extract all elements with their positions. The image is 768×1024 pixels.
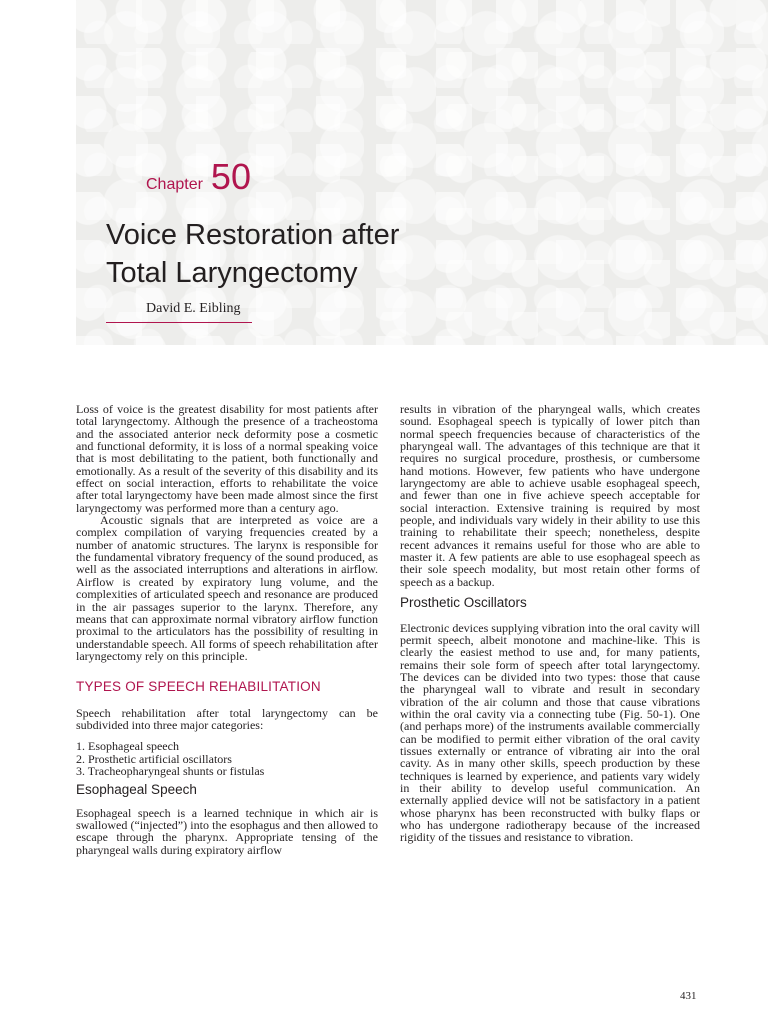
types-paragraph: Speech rehabilitation after total laryngectomy can be subdivided into three major categories: <box>76 705 378 732</box>
intro-paragraph-2: Acoustic signals that are interpreted as voice are a complex compilation of varying frequencies created by a number of anatomic structures. The larynx is responsible for the fundamental vibratory frequency of the sound produced, as well as the associated interruptions and alterations in airflow. Airflow is created by expiratory lung volume, and the complexities of articulated speech and resonance are produced in the air passages superior to the larynx. Therefore, any means that can approximate normal vibratory airflow function proximal to the articulators has the possibility of resulting in understandable speech. All forms of speech rehabilitation after laryngectomy rely on this principle. <box>76 513 378 663</box>
chapter-title-line-1: Voice Restoration after <box>106 219 400 251</box>
chapter-title <box>106 216 399 292</box>
author-name: David E. Eibling <box>146 301 241 316</box>
subheading-esophageal-speech: Esophageal Speech <box>76 782 197 798</box>
intro-paragraph-1: Loss of voice is the greatest disability for most patients after total laryngectomy. Although the presence of a tracheostoma and the associated anterior neck deformity pose a cosmetic and functional deformity, it is loss of a normal speaking voice that is most debilitating to the patient, both functionally and emotionally. As a result of the severity of this disability and its effect on social interaction, efforts to rehabilitate the voice after total laryngectomy have been made almost since the first laryngectomy was performed more than a century ago. <box>76 402 378 515</box>
esophageal-paragraph-continued: results in vibration of the pharyngeal walls, which creates sound. Esophageal speech is typically of lower pitch than normal speech frequencies because of characteristics of the pharyngeal wall. The advantages of this technique are that it requires no surgical procedure, prosthesis, or cumbersome hand motions. However, few patients who have undergone laryngectomy are able to achieve usable esophageal speech, and fewer than one in five achieve speech acceptable for social interaction. Extensive training is required by most people, and individuals vary widely in their ability to use this training to rehabilitate their speech; nonetheless, despite recent advances it remains useful for those who are able to master it. A few patients are able to use esophageal speech as their sole speech modality, but most retain other forms of speech as a backup. <box>400 402 700 589</box>
chapter-title-line-2: Total Laryngectomy <box>106 257 358 289</box>
right-column <box>400 403 700 844</box>
chapter-number: 50 <box>210 156 251 197</box>
prosthetic-paragraph: Electronic devices supplying vibration into the oral cavity will permit speech, albeit monotone and machine-like. This is clearly the easiest method to use and, for many patients, remains their sole form of speech after total laryngectomy. The devices can be divided into two types: those that cause the pharyngeal wall to vibrate and result in secondary vibration of the air column and those that cause vibrations within the oral cavity via a connecting tube (Fig. 50-1). One (and perhaps more) of the instruments available commercially can be modified to permit either vibration of the oral cavity tissues externally or entrance of vibrating air into the oral cavity. As in many other skills, speech production by these techniques is learned by experience, and patients vary widely in their ability to develop useful communication. An externally applied device will not be satisfactory in a patient whose pharynx has been reconstructed with bulky flaps or who has undergone radiotherapy because of the increased rigidity of the tissues and resistance to vibration. <box>400 620 700 845</box>
list-item: 1. Esophageal speech <box>76 739 179 754</box>
chapter-word: Chapter <box>146 176 203 193</box>
list-item: 2. Prosthetic artificial oscillators <box>76 751 232 766</box>
list-item: 3. Tracheopharyngeal shunts or fistulas <box>76 763 265 778</box>
author-underline <box>106 322 252 323</box>
section-heading-types: TYPES OF SPEECH REHABILITATION <box>76 679 321 695</box>
categories-list <box>76 740 378 777</box>
page-number: 431 <box>680 990 697 1002</box>
esophageal-paragraph: Esophageal speech is a learned technique in which air is swallowed (“injected”) into the esophagus and then allowed to escape through the pharynx. Appropriate tensing of the pharyngeal walls during expiratory airflow <box>76 805 378 857</box>
left-column <box>76 403 378 856</box>
subheading-prosthetic-oscillators: Prosthetic Oscillators <box>400 595 527 611</box>
chapter-label <box>146 156 251 198</box>
